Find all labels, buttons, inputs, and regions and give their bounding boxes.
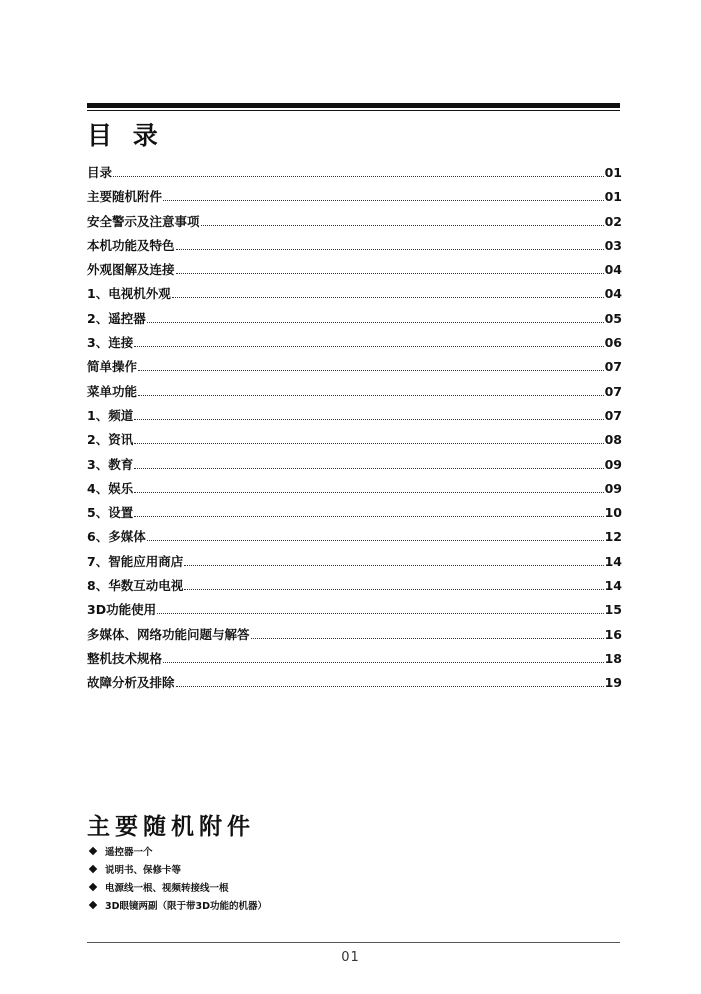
toc-entry-label: 7、智能应用商店 — [87, 553, 184, 569]
bottom-rule — [87, 942, 620, 943]
accessory-item — [87, 878, 267, 896]
toc-dot-leader — [138, 394, 604, 396]
toc-entry-label: 3、教育 — [87, 456, 134, 472]
accessories-title: 主要随机附件 — [87, 814, 255, 840]
toc-entry-label: 目录 — [87, 165, 113, 180]
toc-dot-leader — [147, 321, 604, 323]
toc-entry-page: 01 — [604, 189, 622, 205]
toc-entry[interactable] — [87, 625, 622, 649]
toc-entry-label: 多媒体、网络功能问题与解答 — [87, 626, 250, 642]
accessories-list — [87, 842, 267, 914]
toc-dot-leader — [113, 175, 604, 177]
toc-list — [87, 163, 622, 698]
toc-entry-page: 07 — [604, 407, 622, 423]
toc-entry-page: 03 — [604, 237, 622, 253]
toc-dot-leader — [172, 296, 604, 298]
toc-entry-page: 19 — [604, 675, 622, 691]
toc-entry[interactable] — [87, 527, 622, 551]
toc-entry-page: 15 — [604, 602, 622, 618]
toc-title: 目 录 — [87, 121, 164, 150]
toc-entry[interactable] — [87, 187, 622, 211]
accessory-text: 遥控器一个 — [105, 847, 153, 858]
accessory-item — [87, 842, 267, 860]
toc-dot-leader — [138, 369, 604, 371]
toc-entry-label: 本机功能及特色 — [87, 237, 175, 253]
toc-dot-leader — [134, 467, 603, 469]
toc-dot-leader — [184, 588, 603, 590]
diamond-bullet-icon — [89, 883, 97, 891]
toc-entry[interactable] — [87, 430, 622, 454]
toc-entry-page: 07 — [604, 359, 622, 375]
toc-entry-page: 02 — [604, 213, 622, 229]
toc-entry-page: 14 — [604, 578, 622, 594]
toc-entry-label: 整机技术规格 — [87, 650, 163, 666]
toc-entry-page: 14 — [604, 553, 622, 569]
toc-entry[interactable] — [87, 552, 622, 576]
toc-entry[interactable] — [87, 600, 622, 624]
toc-dot-leader — [163, 199, 604, 201]
page-number: 01 — [341, 950, 360, 965]
toc-entry-label: 6、多媒体 — [87, 529, 146, 545]
toc-entry-label: 4、娱乐 — [87, 480, 134, 496]
toc-entry-label: 故障分析及排除 — [87, 675, 175, 691]
toc-entry-page: 04 — [604, 286, 622, 302]
toc-entry[interactable] — [87, 212, 622, 236]
toc-entry-label: 3、连接 — [87, 335, 134, 351]
toc-entry-label: 主要随机附件 — [87, 189, 163, 205]
toc-dot-leader — [147, 539, 604, 541]
toc-dot-leader — [163, 661, 604, 663]
toc-entry-label: 1、频道 — [87, 407, 134, 423]
toc-entry-label: 菜单功能 — [87, 383, 138, 399]
toc-entry[interactable] — [87, 503, 622, 527]
accessory-text: 电源线一根、视频转接线一根 — [105, 883, 229, 894]
toc-entry-page: 10 — [604, 505, 622, 521]
toc-entry-page: 08 — [604, 432, 622, 448]
toc-entry[interactable] — [87, 357, 622, 381]
toc-entry[interactable] — [87, 479, 622, 503]
toc-entry-page: 06 — [604, 335, 622, 351]
toc-entry-page: 01 — [604, 165, 622, 180]
top-rule-thick — [87, 103, 620, 108]
accessory-item — [87, 860, 267, 878]
toc-entry[interactable] — [87, 260, 622, 284]
toc-dot-leader — [176, 272, 604, 274]
toc-entry-label: 2、资讯 — [87, 432, 134, 448]
top-rule-thin — [87, 110, 620, 111]
toc-entry[interactable] — [87, 333, 622, 357]
accessory-text: 说明书、保修卡等 — [105, 865, 182, 876]
toc-entry[interactable] — [87, 284, 622, 308]
toc-dot-leader — [176, 248, 604, 250]
toc-entry-label: 5、设置 — [87, 505, 134, 521]
toc-entry-page: 05 — [604, 310, 622, 326]
toc-dot-leader — [134, 491, 603, 493]
toc-dot-leader — [134, 442, 603, 444]
toc-entry[interactable] — [87, 236, 622, 260]
toc-entry-label: 8、华数互动电视 — [87, 578, 184, 594]
toc-dot-leader — [134, 515, 603, 517]
toc-entry-label: 2、遥控器 — [87, 310, 146, 326]
toc-entry-label: 安全警示及注意事项 — [87, 213, 200, 229]
toc-entry[interactable] — [87, 163, 622, 187]
toc-entry-page: 18 — [604, 650, 622, 666]
accessory-item — [87, 896, 267, 914]
toc-dot-leader — [134, 345, 603, 347]
toc-dot-leader — [184, 564, 603, 566]
accessory-text: 3D眼镜两副（限于带3D功能的机器） — [105, 901, 267, 912]
toc-entry[interactable] — [87, 673, 622, 697]
diamond-bullet-icon — [89, 847, 97, 855]
toc-entry[interactable] — [87, 406, 622, 430]
toc-entry-page: 16 — [604, 626, 622, 642]
toc-entry-label: 外观图解及连接 — [87, 262, 175, 278]
toc-entry[interactable] — [87, 382, 622, 406]
toc-entry[interactable] — [87, 576, 622, 600]
toc-entry[interactable] — [87, 309, 622, 333]
toc-entry[interactable] — [87, 649, 622, 673]
toc-dot-leader — [157, 612, 604, 614]
toc-entry-page: 12 — [604, 529, 622, 545]
toc-entry-page: 09 — [604, 456, 622, 472]
toc-entry-page: 07 — [604, 383, 622, 399]
toc-entry-label: 1、电视机外观 — [87, 286, 171, 302]
toc-entry-page: 09 — [604, 480, 622, 496]
toc-entry-page: 04 — [604, 262, 622, 278]
diamond-bullet-icon — [89, 865, 97, 873]
toc-dot-leader — [134, 418, 603, 420]
toc-dot-leader — [251, 637, 604, 639]
toc-entry-label: 简单操作 — [87, 359, 138, 375]
diamond-bullet-icon — [89, 901, 97, 909]
toc-entry[interactable] — [87, 455, 622, 479]
toc-dot-leader — [201, 224, 604, 226]
toc-entry-label: 3D功能使用 — [87, 602, 157, 618]
toc-dot-leader — [176, 685, 604, 687]
